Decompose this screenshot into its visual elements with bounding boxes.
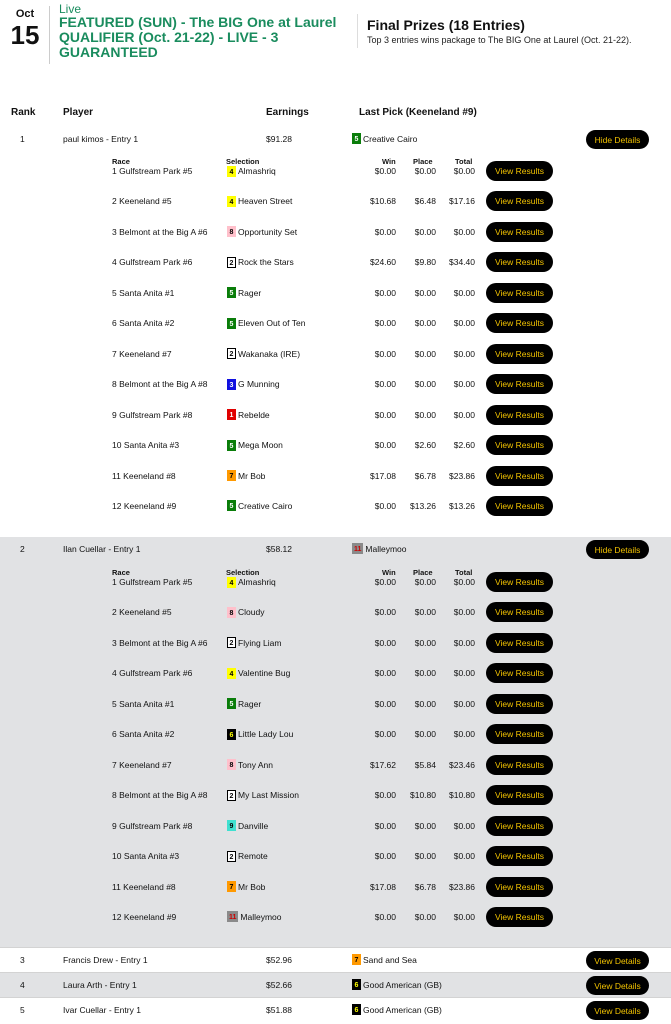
horse-name: Danville	[238, 820, 269, 831]
race-win: $0.00	[374, 668, 396, 679]
view-results-button[interactable]: View Results	[486, 283, 553, 303]
race-total: $0.00	[453, 607, 475, 618]
horse-name: Malleymoo	[240, 911, 282, 922]
race-name: 1 Gulfstream Park #5	[112, 577, 193, 587]
view-results-button[interactable]: View Results	[486, 405, 553, 425]
race-row	[0, 690, 671, 720]
post-position-badge: 5	[227, 287, 236, 298]
race-selection	[227, 195, 292, 207]
race-total: $0.00	[453, 851, 475, 862]
race-name: 12 Keeneland #9	[112, 911, 177, 922]
horse-name: Remote	[238, 851, 268, 862]
view-results-button[interactable]: View Results	[486, 785, 553, 805]
view-results-button[interactable]: View Results	[486, 602, 553, 622]
race-name: 4 Gulfstream Park #6	[112, 257, 193, 268]
race-place: $0.00	[414, 318, 436, 329]
race-place: $0.00	[414, 607, 436, 618]
post-position-badge: 8	[227, 759, 236, 770]
race-place: $2.60	[414, 440, 436, 451]
view-results-button[interactable]: View Results	[486, 161, 553, 181]
view-results-button[interactable]: View Results	[486, 694, 553, 714]
race-name: 5 Santa Anita #1	[112, 287, 175, 298]
race-total: $0.00	[453, 318, 475, 329]
post-position-badge: 1	[227, 409, 236, 420]
race-selection	[227, 728, 293, 740]
details-header-selection: Selection	[226, 568, 260, 577]
details-header-place: Place	[413, 568, 433, 577]
race-selection	[227, 698, 261, 710]
race-selection	[227, 911, 282, 923]
horse-name: Rock the Stars	[238, 257, 294, 268]
race-total: $2.60	[453, 440, 475, 451]
race-win: $24.60	[370, 257, 396, 268]
race-win: $0.00	[374, 166, 396, 176]
horse-name: Rager	[238, 287, 262, 298]
column-header-last-pick: Last Pick (Keeneland #9)	[359, 107, 477, 118]
race-row	[0, 248, 671, 278]
entry-player-name: Francis Drew - Entry 1	[63, 955, 148, 965]
view-results-button[interactable]: View Results	[486, 344, 553, 364]
post-position-badge: 2	[227, 790, 236, 801]
view-results-button[interactable]: View Results	[486, 222, 553, 242]
contest-date	[8, 8, 42, 48]
race-place: $0.00	[414, 287, 436, 298]
race-win: $0.00	[374, 820, 396, 831]
race-row	[0, 568, 671, 598]
entry-last-pick	[352, 954, 417, 965]
post-position-badge: 9	[227, 820, 236, 831]
race-selection	[227, 378, 280, 390]
horse-name: Mr Bob	[238, 881, 266, 892]
post-position-badge: 2	[227, 637, 236, 648]
race-row	[0, 431, 671, 461]
horse-name: Creative Cairo	[363, 133, 418, 144]
post-position-badge: 7	[227, 470, 236, 481]
horse-name: My Last Mission	[238, 790, 299, 801]
horse-name: Tony Ann	[238, 759, 273, 770]
post-position-badge: 8	[227, 607, 236, 618]
race-total: $0.00	[453, 820, 475, 831]
entry-last-pick	[352, 1004, 442, 1015]
entry-player-name: Ivar Cuellar - Entry 1	[63, 1005, 141, 1015]
entry-rank: 1	[20, 134, 25, 144]
details-header-total: Total	[455, 568, 473, 577]
race-name: 7 Keeneland #7	[112, 348, 172, 359]
horse-name: Heaven Street	[238, 196, 293, 207]
race-win: $0.00	[374, 409, 396, 420]
race-selection	[227, 881, 265, 893]
horse-name: Creative Cairo	[238, 500, 293, 511]
entry-earnings: $52.66	[266, 980, 292, 990]
race-total: $0.00	[453, 348, 475, 359]
race-win: $0.00	[374, 637, 396, 648]
race-name: 9 Gulfstream Park #8	[112, 409, 193, 420]
race-win: $0.00	[374, 790, 396, 801]
view-details-button[interactable]: View Details	[586, 976, 649, 995]
race-total: $0.00	[453, 287, 475, 298]
entry-rank: 4	[20, 980, 25, 990]
race-selection	[227, 226, 297, 238]
race-win: $0.00	[374, 226, 396, 237]
contest-title: FEATURED (SUN) - The BIG One at Laurel QUALIFIER (Oct. 21-22) - LIVE - 3 GUARANTEED	[59, 14, 337, 60]
race-row	[0, 187, 671, 217]
race-win: $0.00	[374, 440, 396, 451]
entry-rank: 3	[20, 955, 25, 965]
race-place: $0.00	[414, 166, 436, 176]
divider	[357, 14, 358, 48]
horse-name: Good American (GB)	[363, 1004, 442, 1015]
horse-name: Flying Liam	[238, 637, 282, 648]
race-win: $0.00	[374, 577, 396, 587]
view-results-button[interactable]: View Results	[486, 191, 553, 211]
leaderboard-entry	[0, 972, 671, 998]
race-place: $5.84	[414, 759, 436, 770]
view-results-button[interactable]: View Results	[486, 633, 553, 653]
race-row	[0, 812, 671, 842]
race-row	[0, 781, 671, 811]
race-name: 6 Santa Anita #2	[112, 318, 175, 329]
race-selection	[227, 439, 283, 451]
post-position-badge: 4	[227, 166, 236, 177]
race-place: $10.80	[410, 790, 436, 801]
details-header-race: Race	[112, 157, 130, 166]
race-selection	[227, 287, 261, 299]
race-place: $0.00	[414, 226, 436, 237]
race-name: 12 Keeneland #9	[112, 500, 177, 511]
prizes-description: Top 3 entries wins package to The BIG One at Laurel (Oct. 21-22).	[367, 35, 632, 45]
details-header-win: Win	[382, 157, 396, 166]
horse-name: Little Lady Lou	[238, 729, 294, 740]
race-win: $0.00	[374, 698, 396, 709]
race-win: $17.62	[370, 759, 396, 770]
post-position-badge: 5	[227, 318, 236, 329]
race-selection	[227, 850, 268, 862]
view-details-button[interactable]: View Details	[586, 951, 649, 970]
race-name: 11 Keeneland #8	[112, 470, 176, 481]
entry-last-pick	[352, 979, 442, 990]
race-selection	[227, 606, 264, 618]
column-header-earnings: Earnings	[266, 107, 309, 118]
horse-name: Malleymoo	[365, 543, 407, 554]
view-results-button[interactable]: View Results	[486, 816, 553, 836]
post-position-badge: 8	[227, 226, 236, 237]
view-results-button[interactable]: View Results	[486, 877, 553, 897]
post-position-badge: 3	[227, 379, 236, 390]
race-win: $0.00	[374, 348, 396, 359]
race-win: $10.68	[370, 196, 396, 207]
details-header-race: Race	[112, 568, 130, 577]
race-row	[0, 462, 671, 492]
race-win: $17.08	[370, 881, 396, 892]
race-row	[0, 842, 671, 872]
entry-last-pick	[352, 543, 407, 554]
race-row	[0, 309, 671, 339]
entry-earnings: $58.12	[266, 544, 292, 554]
race-name: 2 Keeneland #5	[112, 607, 172, 618]
race-row	[0, 659, 671, 689]
details-header-win: Win	[382, 568, 396, 577]
race-selection	[227, 165, 276, 177]
race-name: 10 Santa Anita #3	[112, 440, 180, 451]
race-name: 4 Gulfstream Park #6	[112, 668, 193, 679]
race-total: $10.80	[449, 790, 475, 801]
contest-status: Live	[59, 2, 82, 16]
post-position-badge: 7	[227, 881, 236, 892]
post-position-badge: 6	[227, 729, 236, 740]
race-selection	[227, 759, 273, 771]
race-selection	[227, 348, 300, 360]
race-place: $0.00	[414, 911, 436, 922]
view-results-button[interactable]: View Results	[486, 374, 553, 394]
race-place: $13.26	[410, 500, 436, 511]
race-total: $0.00	[453, 911, 475, 922]
horse-name: Good American (GB)	[363, 979, 442, 990]
race-win: $0.00	[374, 607, 396, 618]
prizes-title: Final Prizes (18 Entries)	[367, 17, 525, 33]
race-place: $0.00	[414, 409, 436, 420]
race-total: $0.00	[453, 379, 475, 390]
view-results-button[interactable]: View Results	[486, 466, 553, 486]
race-row	[0, 903, 671, 933]
race-place: $0.00	[414, 729, 436, 740]
column-header-rank: Rank	[11, 107, 36, 118]
post-position-badge: 4	[227, 668, 236, 679]
race-total: $23.46	[449, 759, 475, 770]
race-place: $0.00	[414, 577, 436, 587]
horse-name: Sand and Sea	[363, 954, 417, 965]
horse-name: Almashriq	[238, 577, 276, 587]
race-total: $13.26	[449, 500, 475, 511]
post-position-badge: 4	[227, 196, 236, 207]
entry-earnings: $51.88	[266, 1005, 292, 1015]
horse-name: Opportunity Set	[238, 226, 298, 237]
race-win: $0.00	[374, 500, 396, 511]
race-selection	[227, 637, 281, 649]
race-win: $0.00	[374, 911, 396, 922]
post-position-badge: 4	[227, 577, 236, 588]
race-row	[0, 370, 671, 400]
race-row	[0, 598, 671, 628]
entry-player-name: Ilan Cuellar - Entry 1	[63, 544, 141, 554]
race-row	[0, 218, 671, 248]
column-header-player: Player	[63, 107, 94, 118]
race-place: $6.48	[414, 196, 436, 207]
post-position-badge: 7	[352, 954, 361, 965]
view-results-button[interactable]: View Results	[486, 435, 553, 455]
date-month: Oct	[15, 8, 35, 20]
details-header-place: Place	[413, 157, 433, 166]
horse-name: Eleven Out of Ten	[238, 318, 306, 329]
race-row	[0, 279, 671, 309]
race-total: $23.86	[449, 881, 475, 892]
view-details-button[interactable]: View Details	[586, 1001, 649, 1020]
race-name: 8 Belmont at the Big A #8	[112, 790, 208, 801]
race-total: $34.40	[449, 257, 475, 268]
leaderboard-entry	[0, 537, 671, 947]
view-results-button[interactable]: View Results	[486, 907, 553, 927]
race-row	[0, 157, 671, 187]
race-name: 10 Santa Anita #3	[112, 851, 180, 862]
race-selection	[227, 789, 299, 801]
race-place: $9.80	[414, 257, 436, 268]
race-selection	[227, 820, 268, 832]
race-total: $17.16	[449, 196, 475, 207]
leaderboard-entry	[0, 123, 671, 537]
entry-player-name: Laura Arth - Entry 1	[63, 980, 137, 990]
post-position-badge: 11	[227, 911, 238, 922]
view-results-button[interactable]: View Results	[486, 724, 553, 744]
race-row	[0, 720, 671, 750]
race-name: 2 Keeneland #5	[112, 196, 172, 207]
race-total: $0.00	[453, 637, 475, 648]
view-results-button[interactable]: View Results	[486, 663, 553, 683]
race-selection	[227, 576, 276, 588]
race-total: $0.00	[453, 226, 475, 237]
race-selection	[227, 256, 294, 268]
race-row	[0, 873, 671, 903]
entry-player-name: paul kimos - Entry 1	[63, 134, 139, 144]
race-total: $0.00	[453, 166, 475, 176]
race-win: $0.00	[374, 379, 396, 390]
race-total: $0.00	[453, 577, 475, 587]
leaderboard-entry	[0, 997, 671, 1024]
race-row	[0, 492, 671, 522]
view-results-button[interactable]: View Results	[486, 313, 553, 333]
post-position-badge: 11	[352, 543, 363, 554]
race-name: 5 Santa Anita #1	[112, 698, 175, 709]
entry-last-pick	[352, 133, 417, 144]
post-position-badge: 5	[227, 698, 236, 709]
horse-name: Cloudy	[238, 607, 265, 618]
race-place: $0.00	[414, 668, 436, 679]
race-row	[0, 340, 671, 370]
race-place: $0.00	[414, 348, 436, 359]
race-name: 7 Keeneland #7	[112, 759, 172, 770]
race-name: 3 Belmont at the Big A #6	[112, 226, 208, 237]
view-results-button[interactable]: View Results	[486, 846, 553, 866]
race-name: 11 Keeneland #8	[112, 881, 176, 892]
entry-earnings: $91.28	[266, 134, 292, 144]
horse-name: Mr Bob	[238, 470, 266, 481]
post-position-badge: 2	[227, 348, 236, 359]
view-results-button[interactable]: View Results	[486, 572, 553, 592]
race-name: 3 Belmont at the Big A #6	[112, 637, 208, 648]
race-total: $0.00	[453, 698, 475, 709]
divider	[49, 6, 50, 64]
race-name: 8 Belmont at the Big A #8	[112, 379, 208, 390]
details-header-selection: Selection	[226, 157, 260, 166]
race-win: $0.00	[374, 729, 396, 740]
race-place: $6.78	[414, 470, 436, 481]
race-win: $0.00	[374, 318, 396, 329]
horse-name: G Munning	[238, 379, 280, 390]
post-position-badge: 2	[227, 851, 236, 862]
horse-name: Valentine Bug	[238, 668, 291, 679]
horse-name: Rager	[238, 698, 262, 709]
race-total: $0.00	[453, 409, 475, 420]
horse-name: Rebelde	[238, 409, 270, 420]
race-selection	[227, 317, 305, 329]
entry-earnings: $52.96	[266, 955, 292, 965]
race-row	[0, 751, 671, 781]
post-position-badge: 2	[227, 257, 236, 268]
race-name: 1 Gulfstream Park #5	[112, 166, 193, 176]
hide-details-button[interactable]: Hide Details	[586, 130, 649, 149]
post-position-badge: 5	[227, 440, 236, 451]
horse-name: Mega Moon	[238, 440, 283, 451]
entry-rank: 2	[20, 544, 25, 554]
race-place: $0.00	[414, 637, 436, 648]
race-name: 9 Gulfstream Park #8	[112, 820, 193, 831]
race-total: $23.86	[449, 470, 475, 481]
contest-header	[0, 0, 671, 75]
view-results-button[interactable]: View Results	[486, 496, 553, 516]
race-selection	[227, 470, 265, 482]
race-name: 6 Santa Anita #2	[112, 729, 175, 740]
race-place: $0.00	[414, 379, 436, 390]
view-results-button[interactable]: View Results	[486, 755, 553, 775]
race-place: $6.78	[414, 881, 436, 892]
race-total: $0.00	[453, 729, 475, 740]
view-results-button[interactable]: View Results	[486, 252, 553, 272]
race-win: $0.00	[374, 287, 396, 298]
date-day: 15	[10, 20, 40, 50]
post-position-badge: 5	[227, 500, 236, 511]
post-position-badge: 5	[352, 133, 361, 144]
race-place: $0.00	[414, 820, 436, 831]
race-win: $17.08	[370, 470, 396, 481]
entry-rank: 5	[20, 1005, 25, 1015]
details-header-total: Total	[455, 157, 473, 166]
race-place: $0.00	[414, 851, 436, 862]
leaderboard-entry	[0, 947, 671, 973]
post-position-badge: 6	[352, 1004, 361, 1015]
race-row	[0, 401, 671, 431]
race-win: $0.00	[374, 851, 396, 862]
race-total: $0.00	[453, 668, 475, 679]
race-place: $0.00	[414, 698, 436, 709]
hide-details-button[interactable]: Hide Details	[586, 540, 649, 559]
race-row	[0, 629, 671, 659]
post-position-badge: 6	[352, 979, 361, 990]
race-selection	[227, 409, 270, 421]
horse-name: Wakanaka (IRE)	[238, 348, 301, 359]
race-selection	[227, 667, 290, 679]
horse-name: Almashriq	[238, 166, 276, 176]
race-selection	[227, 500, 292, 512]
